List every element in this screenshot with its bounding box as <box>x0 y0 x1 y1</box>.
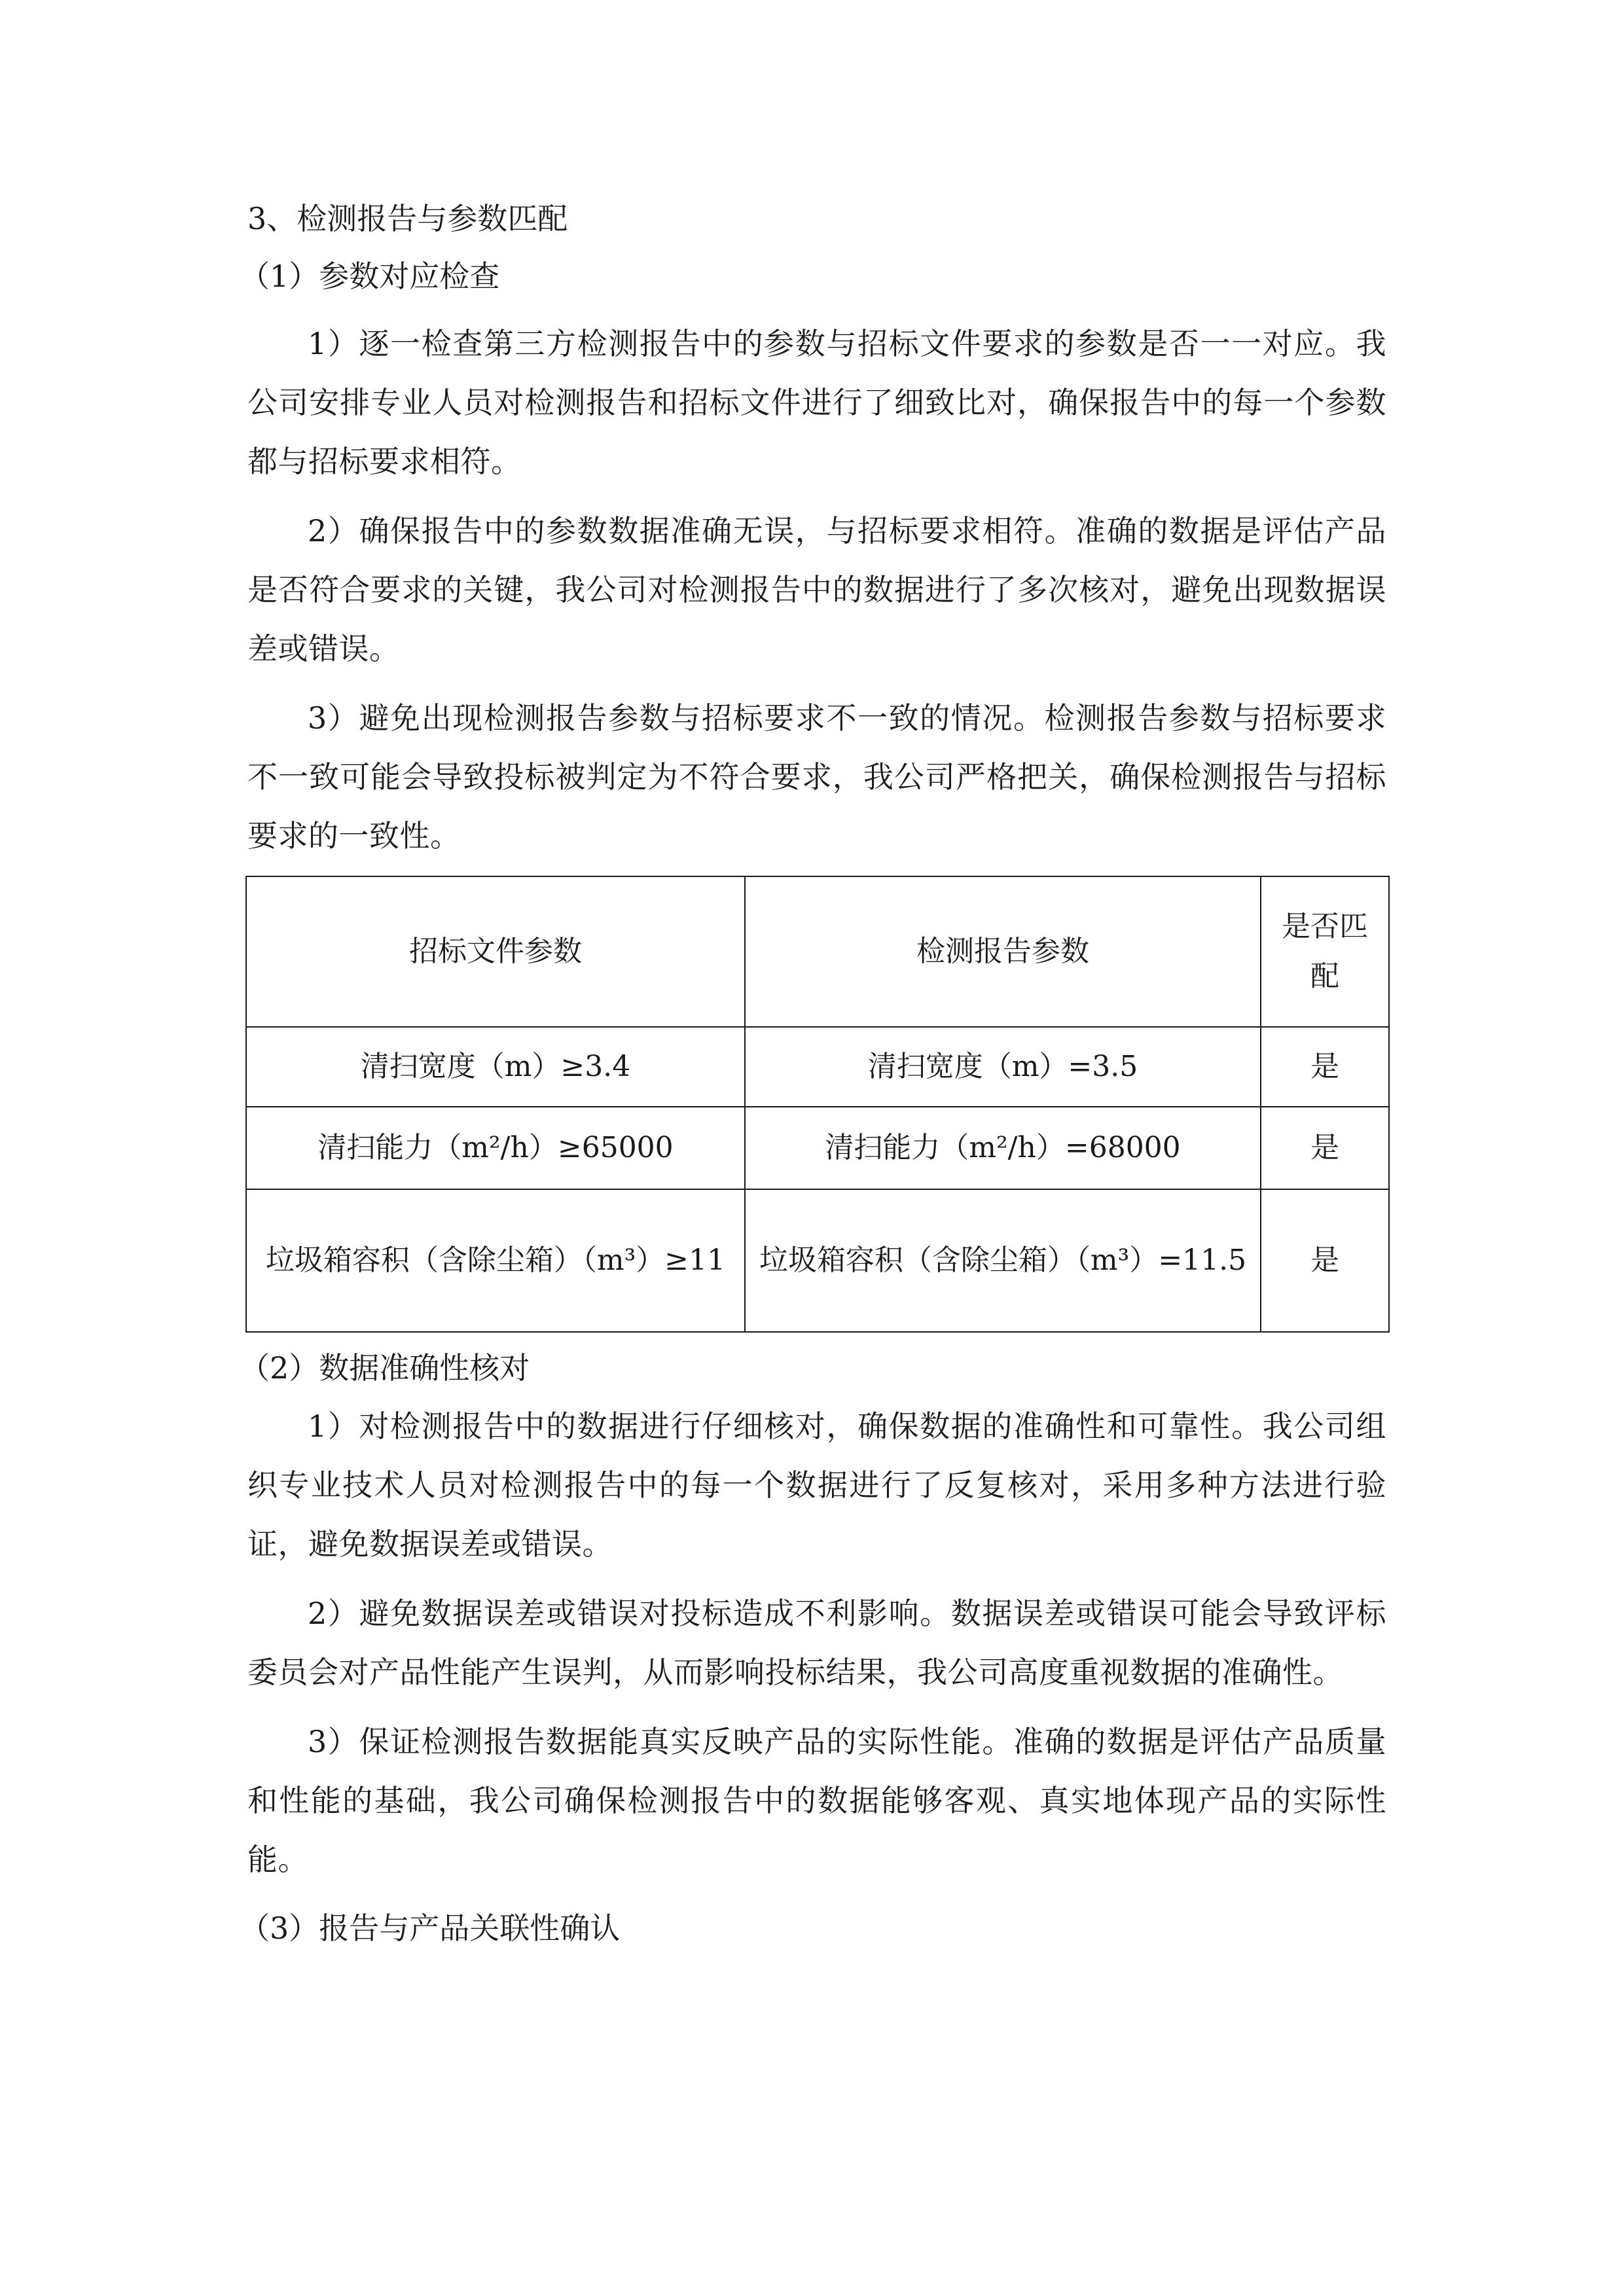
table-row <box>246 1189 1389 1332</box>
subsection-1-title: （1）参数对应检查 <box>240 259 500 294</box>
subsection-3-title: （3）报告与产品关联性确认 <box>240 1910 621 1946</box>
table-row <box>246 1027 1389 1107</box>
table-cell: 清扫能力（m²/h）=68000 <box>745 1107 1261 1189</box>
table-cell: 是 <box>1261 1189 1389 1332</box>
table-header-cell: 是否匹配 <box>1261 876 1389 1027</box>
paragraph: 3）避免出现检测报告参数与招标要求不一致的情况。检测报告参数与招标要求不一致可能会导致投标被判定为不符合要求，我公司严格把关，确保检测报告与招标要求的一致性。 <box>247 700 1386 853</box>
document-page <box>240 190 1386 1957</box>
paragraph: 1）逐一检查第三方检测报告中的参数与招标文件要求的参数是否一一对应。我公司安排专业人员对检测报告和招标文件进行了细致比对，确保报告中的每一个参数都与招标要求相符。 <box>247 326 1386 479</box>
table-header-row <box>246 876 1389 1027</box>
section-title: 3、检测报告与参数匹配 <box>247 201 568 236</box>
table-cell: 是 <box>1261 1027 1389 1107</box>
table-cell: 清扫宽度（m）=3.5 <box>745 1027 1261 1107</box>
table-cell: 是 <box>1261 1107 1389 1189</box>
subsection-2-title: （2）数据准确性核对 <box>240 1350 530 1386</box>
table-cell: 清扫宽度（m）≥3.4 <box>246 1027 745 1107</box>
paragraph: 3）保证检测报告数据能真实反映产品的实际性能。准确的数据是评估产品质量和性能的基础，我公司确保检测报告中的数据能够客观、真实地体现产品的实际性能。 <box>247 1724 1386 1877</box>
table-header-cell: 招标文件参数 <box>246 876 745 1027</box>
paragraph: 2）避免数据误差或错误对投标造成不利影响。数据误差或错误可能会导致评标委员会对产品性能产生误判，从而影响投标结果，我公司高度重视数据的准确性。 <box>247 1596 1386 1690</box>
paragraph: 2）确保报告中的参数数据准确无误，与招标要求相符。准确的数据是评估产品是否符合要求的关键，我公司对检测报告中的数据进行了多次核对，避免出现数据误差或错误。 <box>247 513 1386 666</box>
table-row <box>246 1107 1389 1189</box>
paragraph: 1）对检测报告中的数据进行仔细核对，确保数据的准确性和可靠性。我公司组织专业技术人员对检测报告中的每一个数据进行了反复核对，采用多种方法进行验证，避免数据误差或错误。 <box>247 1408 1386 1562</box>
parameter-match-table <box>245 876 1390 1333</box>
table-cell: 垃圾箱容积（含除尘箱）（m³）=11.5 <box>745 1189 1261 1332</box>
table-header-cell: 检测报告参数 <box>745 876 1261 1027</box>
table-cell: 垃圾箱容积（含除尘箱）（m³）≥11 <box>246 1189 745 1332</box>
table-cell: 清扫能力（m²/h）≥65000 <box>246 1107 745 1189</box>
